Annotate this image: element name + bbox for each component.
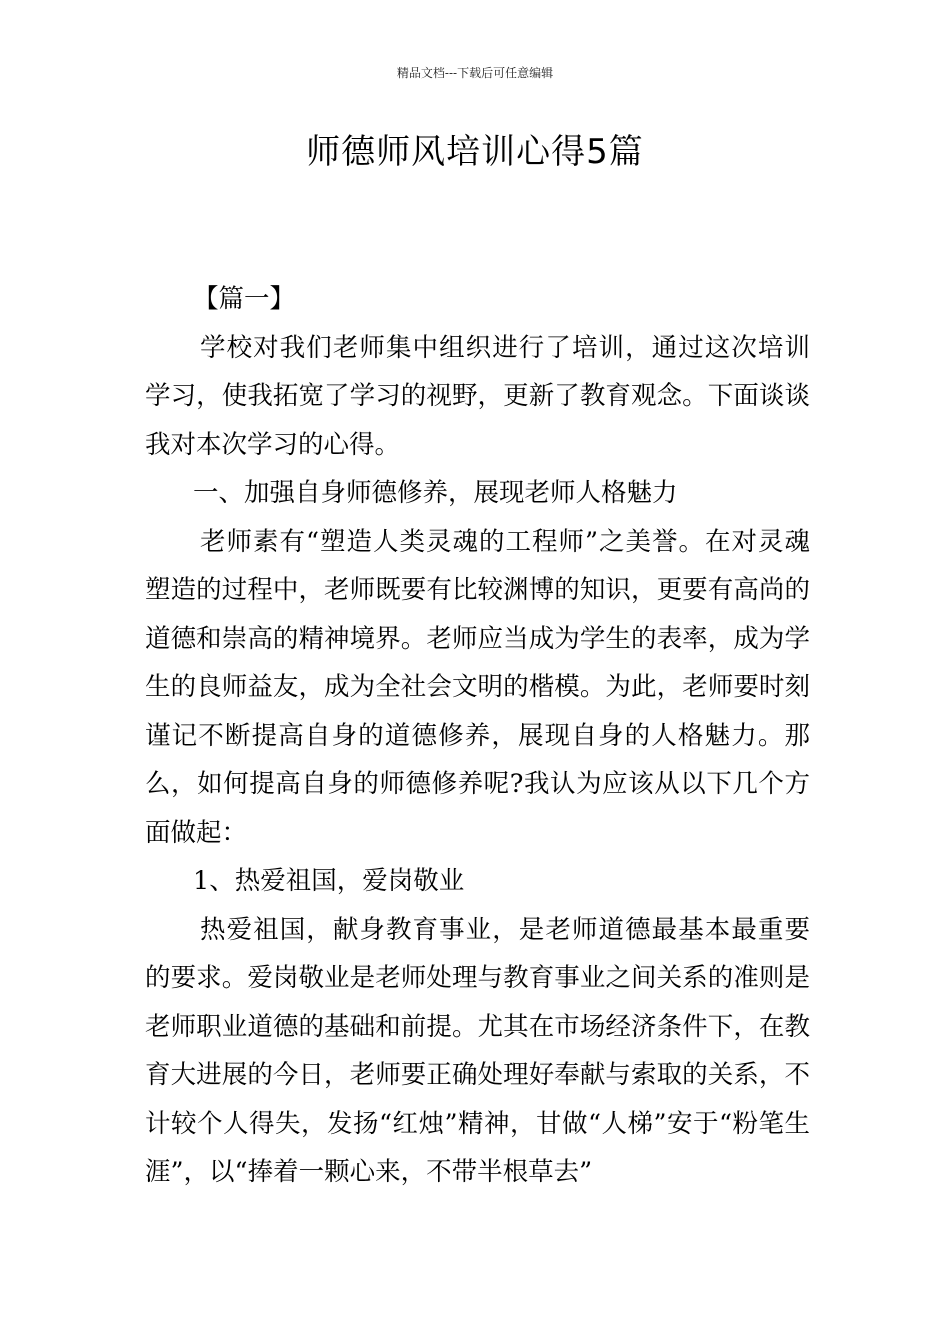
heading-love-country: 1、热爱祖国，爱岗敬业 <box>193 866 465 896</box>
document-title: 师德师风培训心得5篇 <box>306 132 644 172</box>
section-label: 【篇一】 <box>193 284 296 314</box>
heading-one: 一、加强自身师德修养，展现老师人格魅力 <box>193 478 678 508</box>
page-header: 精品文档---下载后可任意编辑 <box>396 66 554 80</box>
paragraph-teacher-morality: 老师素有“塑造人类灵魂的工程师”之美誉。在对灵魂塑造的过程中，老师既要有比较渊博的知识，更要有高尚的道德和崇高的精神境界。老师应当成为学生的表率，成为学生的良师益友，成为全社会文明的楷模。为此，老师要时刻谨记不断提高自身的道德修养，展现自身的人格魅力。那么，如何提高自身的师德修养呢?我认为应该从以下几个方面做起： <box>145 526 810 848</box>
paragraph-dedication: 热爱祖国，献身教育事业，是老师道德最基本最重要的要求。爱岗敬业是老师处理与教育事业之间关系的准则是老师职业道德的基础和前提。尤其在市场经济条件下，在教育大进展的今日，老师要正确处理好奉献与索取的关系，不计较个人得失，发扬“红烛”精神，甘做“人梯”安于“粉笔生涯”，以“捧着一颗心来，不带半根草去” <box>145 914 810 1187</box>
paragraph-intro: 学校对我们老师集中组织进行了培训，通过这次培训学习，使我拓宽了学习的视野，更新了教育观念。下面谈谈我对本次学习的心得。 <box>145 332 810 460</box>
document-body <box>145 275 810 1197</box>
